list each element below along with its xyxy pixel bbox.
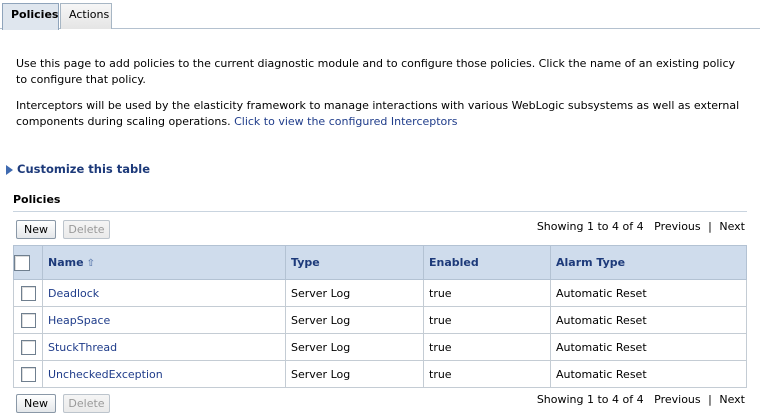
column-header-name[interactable]: Name ⇧ — [43, 246, 286, 280]
table-header-row — [14, 246, 747, 280]
table-row — [14, 334, 747, 361]
row-checkbox[interactable] — [21, 367, 36, 382]
delete-button[interactable]: Delete — [63, 394, 110, 413]
row-checkbox[interactable] — [21, 313, 36, 328]
select-all-checkbox[interactable] — [14, 255, 30, 271]
tab-bar — [0, 0, 760, 30]
row-select-cell — [14, 334, 43, 361]
table-row — [14, 361, 747, 388]
table-row — [14, 307, 747, 334]
row-select-cell — [14, 280, 43, 307]
policy-alarm-cell: Automatic Reset — [551, 307, 747, 334]
policy-name-link[interactable]: HeapSpace — [48, 313, 111, 327]
policies-table — [13, 245, 747, 388]
interceptors-text: Interceptors will be used by the elasticity framework to manage interactions with various WebLogic subsystems as well as external components during scaling operations. — [16, 99, 740, 128]
sort-ascending-icon[interactable]: ⇧ — [86, 258, 95, 269]
policy-type-cell: Server Log — [286, 334, 424, 361]
customize-table-toggle[interactable] — [6, 162, 150, 176]
pagination — [537, 220, 745, 233]
previous-link[interactable]: Previous — [654, 393, 701, 406]
select-all-cell — [14, 246, 43, 280]
row-select-cell — [14, 361, 43, 388]
new-button[interactable]: New — [16, 394, 56, 413]
new-button[interactable]: New — [16, 220, 56, 239]
table-toolbar-top — [13, 211, 747, 240]
table-row — [14, 280, 747, 307]
next-link[interactable]: Next — [719, 220, 745, 233]
section-title: Policies — [13, 193, 61, 206]
policy-enabled-cell: true — [424, 361, 551, 388]
policy-alarm-cell: Automatic Reset — [551, 334, 747, 361]
interceptors-description — [16, 98, 746, 130]
policy-name-link[interactable]: StuckThread — [48, 340, 118, 354]
policy-type-cell: Server Log — [286, 361, 424, 388]
policy-name-cell — [43, 307, 286, 334]
policy-name-link[interactable]: Deadlock — [48, 286, 100, 300]
policy-enabled-cell: true — [424, 334, 551, 361]
policy-name-cell — [43, 334, 286, 361]
row-select-cell — [14, 307, 43, 334]
policy-enabled-cell: true — [424, 280, 551, 307]
showing-count: Showing 1 to 4 of 4 — [536, 220, 644, 233]
page-description: Use this page to add policies to the current diagnostic module and to configure those policies. Click the name of an existing policy to configure that policy. — [16, 57, 736, 86]
pagination-separator: | — [708, 220, 712, 233]
row-checkbox[interactable] — [21, 286, 36, 301]
column-header-alarm-type: Alarm Type — [551, 246, 747, 280]
customize-table-label: Customize this table — [17, 162, 150, 176]
policy-type-cell: Server Log — [286, 307, 424, 334]
pagination-separator: | — [708, 393, 712, 406]
tab-actions[interactable]: Actions — [60, 3, 112, 29]
policy-alarm-cell: Automatic Reset — [551, 361, 747, 388]
policy-name-cell — [43, 361, 286, 388]
pagination — [537, 393, 745, 406]
previous-link[interactable]: Previous — [654, 220, 701, 233]
view-interceptors-link[interactable]: Click to view the configured Interceptors — [234, 115, 458, 128]
showing-count: Showing 1 to 4 of 4 — [536, 393, 644, 406]
policy-alarm-cell: Automatic Reset — [551, 280, 747, 307]
tab-policies[interactable]: Policies — [2, 3, 59, 30]
policy-type-cell: Server Log — [286, 280, 424, 307]
column-header-type: Type — [286, 246, 424, 280]
policy-enabled-cell: true — [424, 307, 551, 334]
policy-name-cell — [43, 280, 286, 307]
expand-triangle-icon — [6, 165, 13, 175]
next-link[interactable]: Next — [719, 393, 745, 406]
policy-name-link[interactable]: UncheckedException — [48, 367, 163, 381]
tab-bar-divider — [0, 28, 760, 29]
delete-button[interactable]: Delete — [63, 220, 110, 239]
row-checkbox[interactable] — [21, 340, 36, 355]
column-header-enabled: Enabled — [424, 246, 551, 280]
table-toolbar-bottom — [13, 390, 747, 419]
